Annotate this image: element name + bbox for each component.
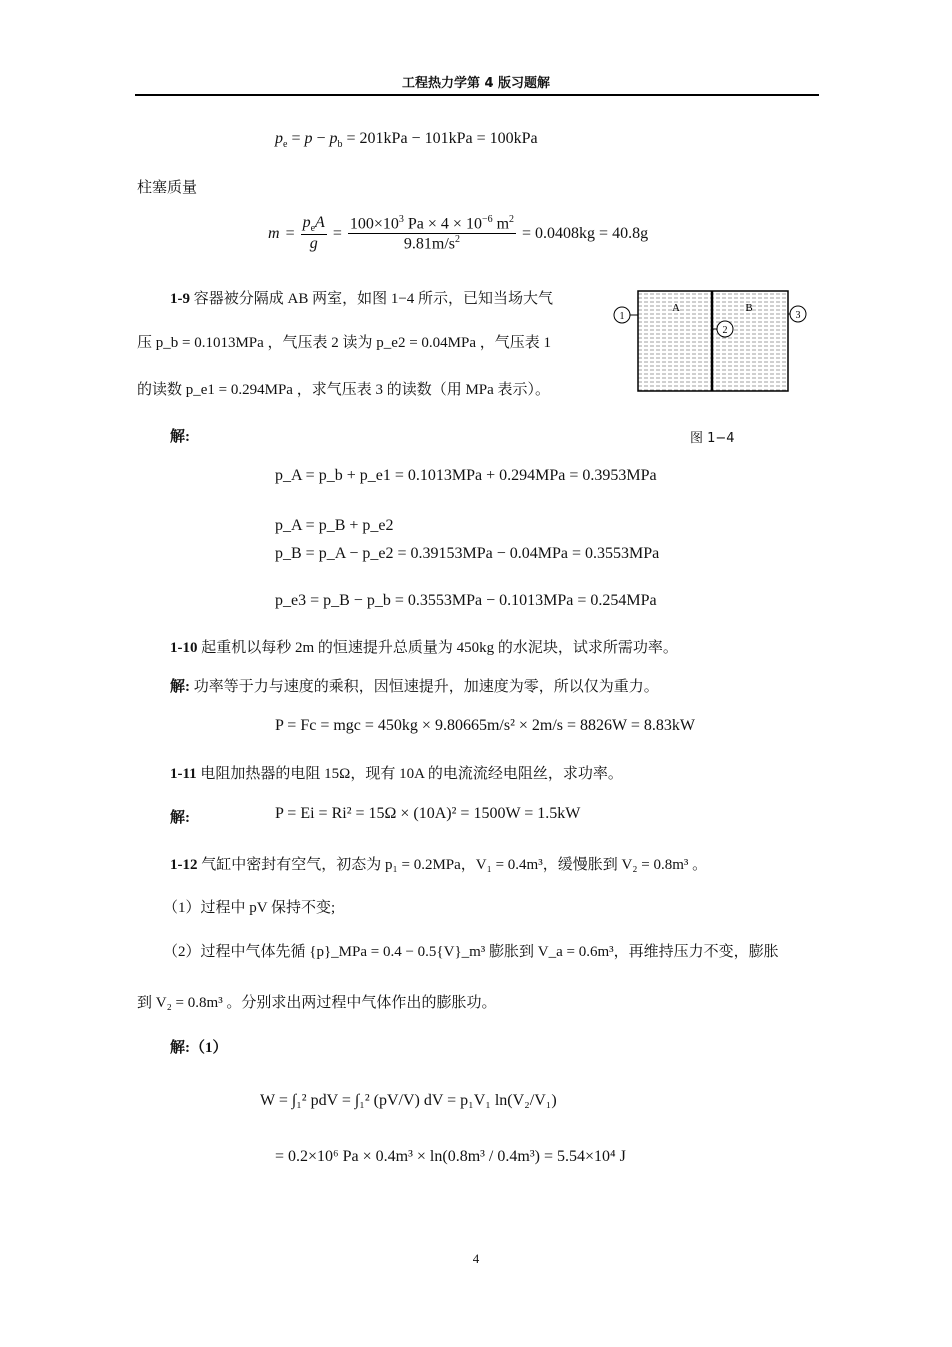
gauge-3-label: 3 xyxy=(795,310,801,321)
problem-1-12-item1: （1）过程中 pV 保持不变; xyxy=(163,900,336,916)
figure-caption: 图 1−4 xyxy=(690,431,735,446)
problem-number: 1-9 xyxy=(170,291,190,307)
mass-label: 柱塞质量 xyxy=(137,180,198,196)
problem-number: 1-11 xyxy=(170,766,197,782)
problem-text: 容器被分隔成 AB 两室，如图 1−4 所示，已知当场大气 xyxy=(193,291,554,307)
equation-power-resistor: P = Ei = Ri² = 15Ω × (10A)² = 1500W = 1.5kW xyxy=(275,805,581,822)
gauge-2-label: 2 xyxy=(722,325,728,336)
solution-label: 解: xyxy=(170,429,190,445)
solution-label: 解: xyxy=(170,810,190,826)
equation-pa-pb: p_A = p_B + p_e2 xyxy=(275,517,394,534)
problem-1-10-solution xyxy=(170,675,659,696)
problem-number: 1-10 xyxy=(170,640,198,656)
problem-text: 起重机以每秒 2m 的恒速提升总质量为 450kg 的水泥块，试求所需功率。 xyxy=(201,640,678,656)
problem-1-12 xyxy=(170,853,707,874)
equation-mass: m = $p_eA$ g = $100\times 10^3$ $Pa \times 4 \times 10^{-6}$ $m^2$ $9.81m/s^2$ = 0.0408kg = 40.8g xyxy=(268,214,649,253)
problem-text: 气缸中密封有空气，初态为 p₁ = 0.2MPa，V₁ = 0.4m³，缓慢胀到 V₂ = 0.8m³ 。 xyxy=(201,857,708,873)
problem-text: 电阻加热器的电阻 15Ω，现有 10A 的电流流经电阻丝，求功率。 xyxy=(200,766,623,782)
header-rule xyxy=(135,94,819,96)
equation-work-1: W = ∫₁² pdV = ∫₁² (pV/V) dV = p₁V₁ ln(V₂/V₁) xyxy=(260,1092,557,1109)
problem-number: 1-12 xyxy=(170,857,198,873)
gauge-1-label: 1 xyxy=(619,311,625,322)
problem-1-9-line2: 压 p_b = 0.1013MPa ，气压表 2 读为 p_e2 = 0.04MPa ，气压表 1 xyxy=(137,335,552,351)
room-b-label: B xyxy=(745,302,753,314)
problem-1-11 xyxy=(170,762,623,783)
equation-pb: p_B = p_A − p_e2 = 0.39153MPa − 0.04MPa = 0.3553MPa xyxy=(275,545,660,562)
equation-power-crane: P = Fc = mgc = 450kg × 9.80665m/s² × 2m/s = 8826W = 8.83kW xyxy=(275,717,695,734)
equation-work-2: = 0.2×10⁶ Pa × 0.4m³ × ln(0.8m³ / 0.4m³) = 5.54×10⁴ J xyxy=(275,1148,626,1165)
equation-pa: p_A = p_b + p_e1 = 0.1013MPa + 0.294MPa = 0.3953MPa xyxy=(275,467,657,484)
solution-label: 解:（1） xyxy=(170,1040,228,1056)
solution-label: 解: xyxy=(170,679,190,695)
room-a-label: A xyxy=(672,302,680,314)
equation-pe: $p_e = p - p_b = 201kPa - 101kPa = 100kPa$ xyxy=(275,130,538,151)
equation-pe3: p_e3 = p_B − p_b = 0.3553MPa − 0.1013MPa = 0.254MPa xyxy=(275,592,657,609)
problem-1-10 xyxy=(170,636,678,657)
problem-1-12-item2b: 到 V₂ = 0.8m³ 。分别求出两过程中气体作出的膨胀功。 xyxy=(137,995,497,1011)
problem-1-12-item2: （2）过程中气体先循 {p}_MPa = 0.4 − 0.5{V}_m³ 膨胀到 V_a = 0.6m³，再维持压力不变，膨胀 xyxy=(163,944,779,960)
page-number: 4 xyxy=(472,1251,480,1266)
page-header-title: 工程热力学第 4 版习题解 xyxy=(401,76,551,91)
figure-1-4 xyxy=(608,284,808,396)
solution-text: 功率等于力与速度的乘积，因恒速提升，加速度为零，所以仅为重力。 xyxy=(193,679,659,695)
problem-1-9-line3: 的读数 p_e1 = 0.294MPa ，求气压表 3 的读数（用 MPa 表示）。 xyxy=(137,382,551,398)
problem-1-9-line1 xyxy=(170,287,553,308)
